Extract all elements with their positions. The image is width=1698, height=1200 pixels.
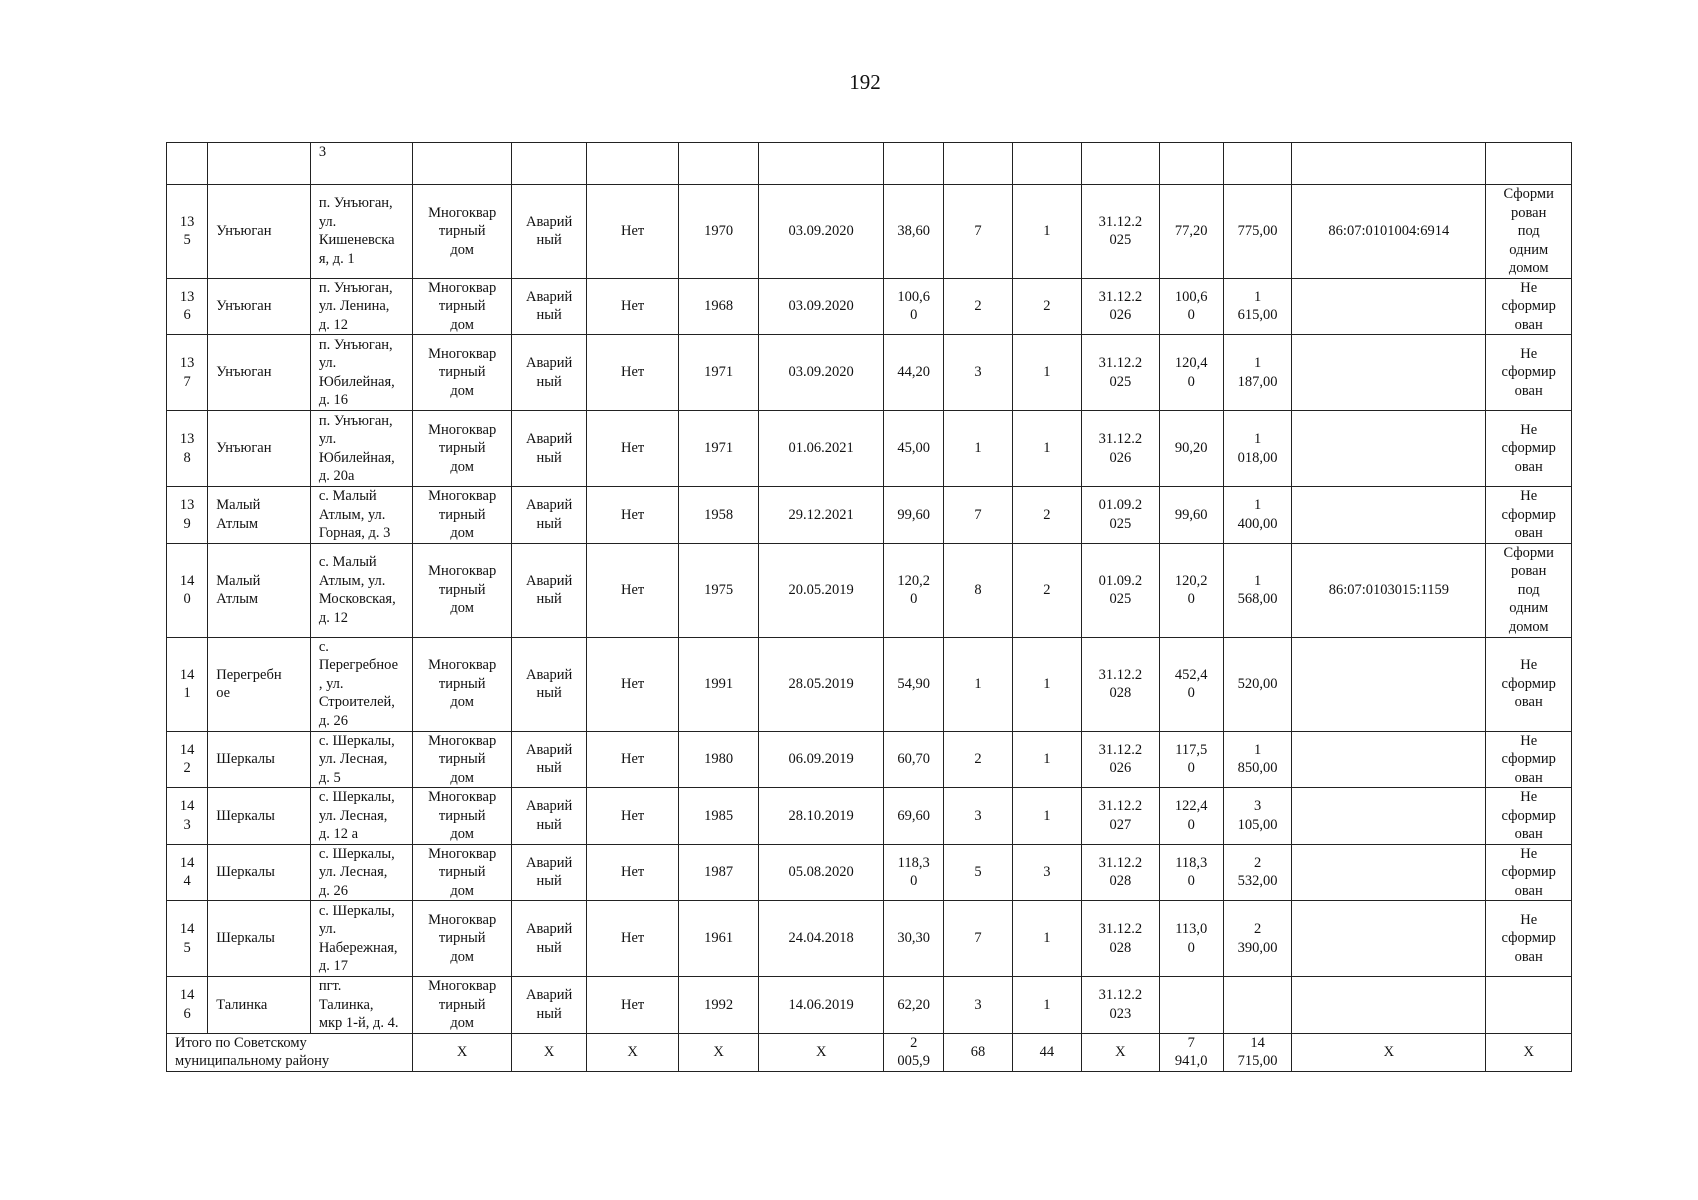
cadastral-cell <box>1292 731 1486 788</box>
area3-cell: 1 018,00 <box>1223 411 1291 487</box>
area2-cell: 77,20 <box>1159 185 1223 279</box>
units-cell: 1 <box>1012 335 1081 411</box>
residents-cell: 8 <box>944 543 1012 637</box>
status-cell: Аварий ный <box>511 637 586 731</box>
cadastral-cell: 86:07:0103015:1159 <box>1292 543 1486 637</box>
deadline-cell: 31.12.2 028 <box>1082 637 1159 731</box>
year-cell: 1971 <box>678 335 758 411</box>
cell <box>759 143 884 185</box>
total-date-cell: Х <box>759 1033 884 1071</box>
date-cell: 03.09.2020 <box>759 278 884 335</box>
total-flag-cell: Х <box>587 1033 679 1071</box>
total-cadastral-cell: Х <box>1292 1033 1486 1071</box>
cadastral-cell <box>1292 844 1486 901</box>
table-row <box>167 335 1572 411</box>
deadline-cell: 01.09.2 025 <box>1082 543 1159 637</box>
cadastral-cell <box>1292 977 1486 1034</box>
row-number-cell: 14 5 <box>167 901 208 977</box>
area-cell: 62,20 <box>884 977 944 1034</box>
settlement-cell: Унъюган <box>208 335 311 411</box>
residents-cell: 5 <box>944 844 1012 901</box>
area2-cell: 118,3 0 <box>1159 844 1223 901</box>
settlement-cell: Унъюган <box>208 411 311 487</box>
row-number-cell: 13 6 <box>167 278 208 335</box>
area-cell: 30,30 <box>884 901 944 977</box>
address-cell: п. Унъюган, ул. Ленина, д. 12 <box>310 278 413 335</box>
total-row <box>167 1033 1572 1071</box>
area-cell: 44,20 <box>884 335 944 411</box>
table-row <box>167 977 1572 1034</box>
table-row <box>167 278 1572 335</box>
building-type-cell: Многоквар тирный дом <box>413 185 512 279</box>
year-cell: 1975 <box>678 543 758 637</box>
area3-cell <box>1223 977 1291 1034</box>
total-label-cell: Итого по Советскому муниципальному району <box>167 1033 413 1071</box>
date-cell: 01.06.2021 <box>759 411 884 487</box>
date-cell: 03.09.2020 <box>759 335 884 411</box>
residents-cell: 3 <box>944 788 1012 845</box>
date-cell: 14.06.2019 <box>759 977 884 1034</box>
formed-status-cell: Сформи рован под одним домом <box>1486 543 1572 637</box>
cell <box>1223 143 1291 185</box>
units-cell: 1 <box>1012 185 1081 279</box>
status-cell: Аварий ный <box>511 731 586 788</box>
address-cell: с. Шеркалы, ул. Лесная, д. 26 <box>310 844 413 901</box>
formed-status-cell: Не сформир ован <box>1486 637 1572 731</box>
table-row <box>167 185 1572 279</box>
flag-cell: Нет <box>587 977 679 1034</box>
building-type-cell: Многоквар тирный дом <box>413 731 512 788</box>
flag-cell: Нет <box>587 487 679 544</box>
formed-status-cell: Не сформир ован <box>1486 278 1572 335</box>
area2-cell: 99,60 <box>1159 487 1223 544</box>
residents-cell: 7 <box>944 487 1012 544</box>
row-number-cell: 14 6 <box>167 977 208 1034</box>
date-cell: 29.12.2021 <box>759 487 884 544</box>
deadline-cell: 31.12.2 026 <box>1082 411 1159 487</box>
table-row <box>167 788 1572 845</box>
area2-cell: 120,4 0 <box>1159 335 1223 411</box>
area3-cell: 3 105,00 <box>1223 788 1291 845</box>
units-cell: 1 <box>1012 637 1081 731</box>
formed-status-cell: Сформи рован под одним домом <box>1486 185 1572 279</box>
building-type-cell: Многоквар тирный дом <box>413 278 512 335</box>
total-type-cell: Х <box>413 1033 512 1071</box>
area2-cell: 452,4 0 <box>1159 637 1223 731</box>
formed-status-cell <box>1486 977 1572 1034</box>
table-row <box>167 637 1572 731</box>
table-row <box>167 487 1572 544</box>
building-type-cell: Многоквар тирный дом <box>413 844 512 901</box>
year-cell: 1980 <box>678 731 758 788</box>
row-number-cell: 14 2 <box>167 731 208 788</box>
units-cell: 1 <box>1012 411 1081 487</box>
deadline-cell: 31.12.2 025 <box>1082 185 1159 279</box>
cell <box>1159 143 1223 185</box>
status-cell: Аварий ный <box>511 901 586 977</box>
table-row <box>167 901 1572 977</box>
area-cell: 45,00 <box>884 411 944 487</box>
settlement-cell: Шеркалы <box>208 731 311 788</box>
cell <box>1292 143 1486 185</box>
cell <box>1082 143 1159 185</box>
row-number-cell: 14 3 <box>167 788 208 845</box>
deadline-cell: 31.12.2 025 <box>1082 335 1159 411</box>
units-cell: 2 <box>1012 278 1081 335</box>
residents-cell: 7 <box>944 185 1012 279</box>
settlement-cell: Унъюган <box>208 278 311 335</box>
flag-cell: Нет <box>587 731 679 788</box>
area-cell: 54,90 <box>884 637 944 731</box>
address-cell: с. Малый Атлым, ул. Горная, д. 3 <box>310 487 413 544</box>
cadastral-cell <box>1292 487 1486 544</box>
building-type-cell: Многоквар тирный дом <box>413 335 512 411</box>
flag-cell: Нет <box>587 411 679 487</box>
page-number: 192 <box>849 70 881 94</box>
deadline-cell: 31.12.2 023 <box>1082 977 1159 1034</box>
building-type-cell: Многоквар тирный дом <box>413 487 512 544</box>
status-cell: Аварий ный <box>511 411 586 487</box>
year-cell: 1991 <box>678 637 758 731</box>
formed-status-cell: Не сформир ован <box>1486 844 1572 901</box>
row-number-cell: 14 4 <box>167 844 208 901</box>
residents-cell: 7 <box>944 901 1012 977</box>
housing-registry-table <box>166 142 1572 1072</box>
cell <box>1486 143 1572 185</box>
flag-cell: Нет <box>587 637 679 731</box>
area2-cell: 113,0 0 <box>1159 901 1223 977</box>
building-type-cell: Многоквар тирный дом <box>413 543 512 637</box>
area3-cell: 2 390,00 <box>1223 901 1291 977</box>
settlement-cell: Шеркалы <box>208 844 311 901</box>
total-units-cell: 44 <box>1012 1033 1081 1071</box>
formed-status-cell: Не сформир ован <box>1486 487 1572 544</box>
area-cell: 60,70 <box>884 731 944 788</box>
cell <box>511 143 586 185</box>
address-cell: с. Перегребное , ул. Строителей, д. 26 <box>310 637 413 731</box>
table-row <box>167 543 1572 637</box>
flag-cell: Нет <box>587 901 679 977</box>
year-cell: 1971 <box>678 411 758 487</box>
residents-cell: 3 <box>944 335 1012 411</box>
address-cell: п. Унъюган, ул. Кишеневска я, д. 1 <box>310 185 413 279</box>
cadastral-cell <box>1292 411 1486 487</box>
cadastral-cell <box>1292 637 1486 731</box>
total-status-cell: Х <box>511 1033 586 1071</box>
building-type-cell: Многоквар тирный дом <box>413 977 512 1034</box>
status-cell: Аварий ный <box>511 487 586 544</box>
units-cell: 1 <box>1012 901 1081 977</box>
area3-cell: 1 850,00 <box>1223 731 1291 788</box>
residents-cell: 3 <box>944 977 1012 1034</box>
settlement-cell: Шеркалы <box>208 788 311 845</box>
units-cell: 1 <box>1012 731 1081 788</box>
cadastral-cell <box>1292 901 1486 977</box>
cell <box>413 143 512 185</box>
cell <box>884 143 944 185</box>
area2-cell: 100,6 0 <box>1159 278 1223 335</box>
area3-cell: 775,00 <box>1223 185 1291 279</box>
continuation-row <box>167 143 1572 185</box>
flag-cell: Нет <box>587 278 679 335</box>
cell <box>678 143 758 185</box>
units-cell: 3 <box>1012 844 1081 901</box>
cell <box>167 143 208 185</box>
settlement-cell: Перегребн ое <box>208 637 311 731</box>
deadline-cell: 31.12.2 026 <box>1082 278 1159 335</box>
units-cell: 2 <box>1012 487 1081 544</box>
year-cell: 1970 <box>678 185 758 279</box>
table-row <box>167 411 1572 487</box>
area2-cell <box>1159 977 1223 1034</box>
address-cell: с. Шеркалы, ул. Набережная, д. 17 <box>310 901 413 977</box>
date-cell: 28.10.2019 <box>759 788 884 845</box>
flag-cell: Нет <box>587 185 679 279</box>
units-cell: 1 <box>1012 977 1081 1034</box>
deadline-cell: 31.12.2 027 <box>1082 788 1159 845</box>
status-cell: Аварий ный <box>511 788 586 845</box>
status-cell: Аварий ный <box>511 977 586 1034</box>
building-type-cell: Многоквар тирный дом <box>413 901 512 977</box>
area2-cell: 117,5 0 <box>1159 731 1223 788</box>
formed-status-cell: Не сформир ован <box>1486 411 1572 487</box>
date-cell: 20.05.2019 <box>759 543 884 637</box>
year-cell: 1958 <box>678 487 758 544</box>
flag-cell: Нет <box>587 335 679 411</box>
status-cell: Аварий ный <box>511 335 586 411</box>
cell <box>944 143 1012 185</box>
settlement-cell: Унъюган <box>208 185 311 279</box>
settlement-cell: Малый Атлым <box>208 543 311 637</box>
address-cell: с. Малый Атлым, ул. Московская, д. 12 <box>310 543 413 637</box>
flag-cell: Нет <box>587 788 679 845</box>
area3-cell: 1 400,00 <box>1223 487 1291 544</box>
residents-cell: 2 <box>944 731 1012 788</box>
address-tail-cell: 3 <box>310 143 413 185</box>
cell <box>208 143 311 185</box>
area3-cell: 2 532,00 <box>1223 844 1291 901</box>
building-type-cell: Многоквар тирный дом <box>413 411 512 487</box>
total-deadline-cell: Х <box>1082 1033 1159 1071</box>
year-cell: 1968 <box>678 278 758 335</box>
status-cell: Аварий ный <box>511 185 586 279</box>
deadline-cell: 31.12.2 028 <box>1082 901 1159 977</box>
area-cell: 38,60 <box>884 185 944 279</box>
area-cell: 99,60 <box>884 487 944 544</box>
building-type-cell: Многоквар тирный дом <box>413 637 512 731</box>
formed-status-cell: Не сформир ован <box>1486 788 1572 845</box>
address-cell: п. Унъюган, ул. Юбилейная, д. 20а <box>310 411 413 487</box>
table-row <box>167 731 1572 788</box>
row-number-cell: 13 8 <box>167 411 208 487</box>
area3-cell: 520,00 <box>1223 637 1291 731</box>
area-cell: 120,2 0 <box>884 543 944 637</box>
area3-cell: 1 568,00 <box>1223 543 1291 637</box>
residents-cell: 1 <box>944 637 1012 731</box>
cell <box>587 143 679 185</box>
cadastral-cell: 86:07:0101004:6914 <box>1292 185 1486 279</box>
settlement-cell: Шеркалы <box>208 901 311 977</box>
total-area2-cell: 7 941,0 <box>1159 1033 1223 1071</box>
total-area3-cell: 14 715,00 <box>1223 1033 1291 1071</box>
total-formed-cell: Х <box>1486 1033 1572 1071</box>
units-cell: 2 <box>1012 543 1081 637</box>
flag-cell: Нет <box>587 543 679 637</box>
date-cell: 24.04.2018 <box>759 901 884 977</box>
date-cell: 28.05.2019 <box>759 637 884 731</box>
address-cell: п. Унъюган, ул. Юбилейная, д. 16 <box>310 335 413 411</box>
table-row <box>167 844 1572 901</box>
status-cell: Аварий ный <box>511 844 586 901</box>
building-type-cell: Многоквар тирный дом <box>413 788 512 845</box>
units-cell: 1 <box>1012 788 1081 845</box>
total-residents-cell: 68 <box>944 1033 1012 1071</box>
area2-cell: 90,20 <box>1159 411 1223 487</box>
residents-cell: 1 <box>944 411 1012 487</box>
area-cell: 100,6 0 <box>884 278 944 335</box>
address-cell: с. Шеркалы, ул. Лесная, д. 12 а <box>310 788 413 845</box>
formed-status-cell: Не сформир ован <box>1486 731 1572 788</box>
deadline-cell: 31.12.2 026 <box>1082 731 1159 788</box>
row-number-cell: 14 1 <box>167 637 208 731</box>
area2-cell: 120,2 0 <box>1159 543 1223 637</box>
cadastral-cell <box>1292 335 1486 411</box>
total-year-cell: Х <box>678 1033 758 1071</box>
settlement-cell: Малый Атлым <box>208 487 311 544</box>
date-cell: 03.09.2020 <box>759 185 884 279</box>
area3-cell: 1 615,00 <box>1223 278 1291 335</box>
area3-cell: 1 187,00 <box>1223 335 1291 411</box>
date-cell: 05.08.2020 <box>759 844 884 901</box>
status-cell: Аварий ный <box>511 543 586 637</box>
year-cell: 1985 <box>678 788 758 845</box>
date-cell: 06.09.2019 <box>759 731 884 788</box>
formed-status-cell: Не сформир ован <box>1486 901 1572 977</box>
cell <box>1012 143 1081 185</box>
residents-cell: 2 <box>944 278 1012 335</box>
deadline-cell: 01.09.2 025 <box>1082 487 1159 544</box>
year-cell: 1992 <box>678 977 758 1034</box>
settlement-cell: Талинка <box>208 977 311 1034</box>
row-number-cell: 13 7 <box>167 335 208 411</box>
cadastral-cell <box>1292 788 1486 845</box>
year-cell: 1961 <box>678 901 758 977</box>
formed-status-cell: Не сформир ован <box>1486 335 1572 411</box>
row-number-cell: 13 9 <box>167 487 208 544</box>
status-cell: Аварий ный <box>511 278 586 335</box>
address-cell: пгт. Талинка, мкр 1-й, д. 4. <box>310 977 413 1034</box>
row-number-cell: 13 5 <box>167 185 208 279</box>
area-cell: 69,60 <box>884 788 944 845</box>
cadastral-cell <box>1292 278 1486 335</box>
deadline-cell: 31.12.2 028 <box>1082 844 1159 901</box>
flag-cell: Нет <box>587 844 679 901</box>
address-cell: с. Шеркалы, ул. Лесная, д. 5 <box>310 731 413 788</box>
total-area-cell: 2 005,9 <box>884 1033 944 1071</box>
year-cell: 1987 <box>678 844 758 901</box>
row-number-cell: 14 0 <box>167 543 208 637</box>
area-cell: 118,3 0 <box>884 844 944 901</box>
area2-cell: 122,4 0 <box>1159 788 1223 845</box>
